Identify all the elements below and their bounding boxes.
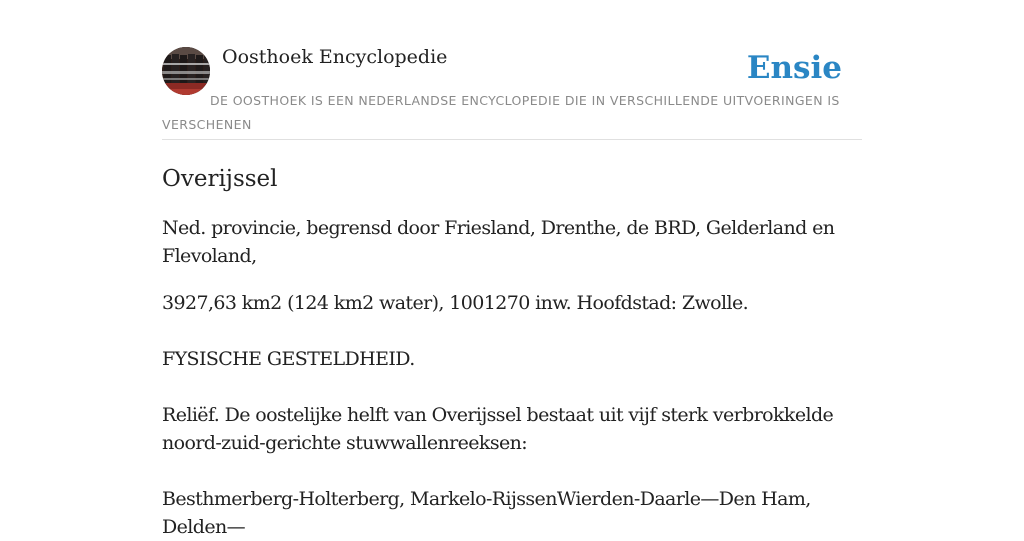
- article-paragraph: Besthmerberg-Holterberg, Markelo-RijssenWierden-Daarle—Den Ham, Delden—: [162, 488, 811, 538]
- encyclopedia-books-icon: [162, 47, 210, 95]
- page-container: [162, 0, 862, 541]
- article-paragraph: 3927,63 km2 (124 km2 water), 1001270 inw. Hoofdstad: Zwolle.: [162, 292, 749, 314]
- article-section-heading: FYSISCHE GESTELDHEID.: [162, 348, 415, 370]
- publication-name[interactable]: Oosthoek Encyclopedie: [222, 46, 448, 68]
- publication-avatar[interactable]: [162, 47, 210, 95]
- brand-logo[interactable]: Ensie: [746, 50, 842, 86]
- article-title: Overijssel: [162, 166, 278, 192]
- article-paragraph: Ned. provincie, begrensd door Friesland, Drenthe, de BRD, Gelderland en Flevoland,: [162, 217, 835, 267]
- article-body: [162, 214, 862, 541]
- publication-tagline: DE OOSTHOEK IS EEN NEDERLANDSE ENCYCLOPEDIE DIE IN VERSCHILLENDE UITVOERINGEN IS VERSCHENEN: [162, 93, 840, 132]
- publication-header: [162, 0, 862, 140]
- article-paragraph: Reliëf. De oostelijke helft van Overijssel bestaat uit vijf sterk verbrokkelde noord-zuid-gerichte stuwwallenreeksen:: [162, 404, 834, 454]
